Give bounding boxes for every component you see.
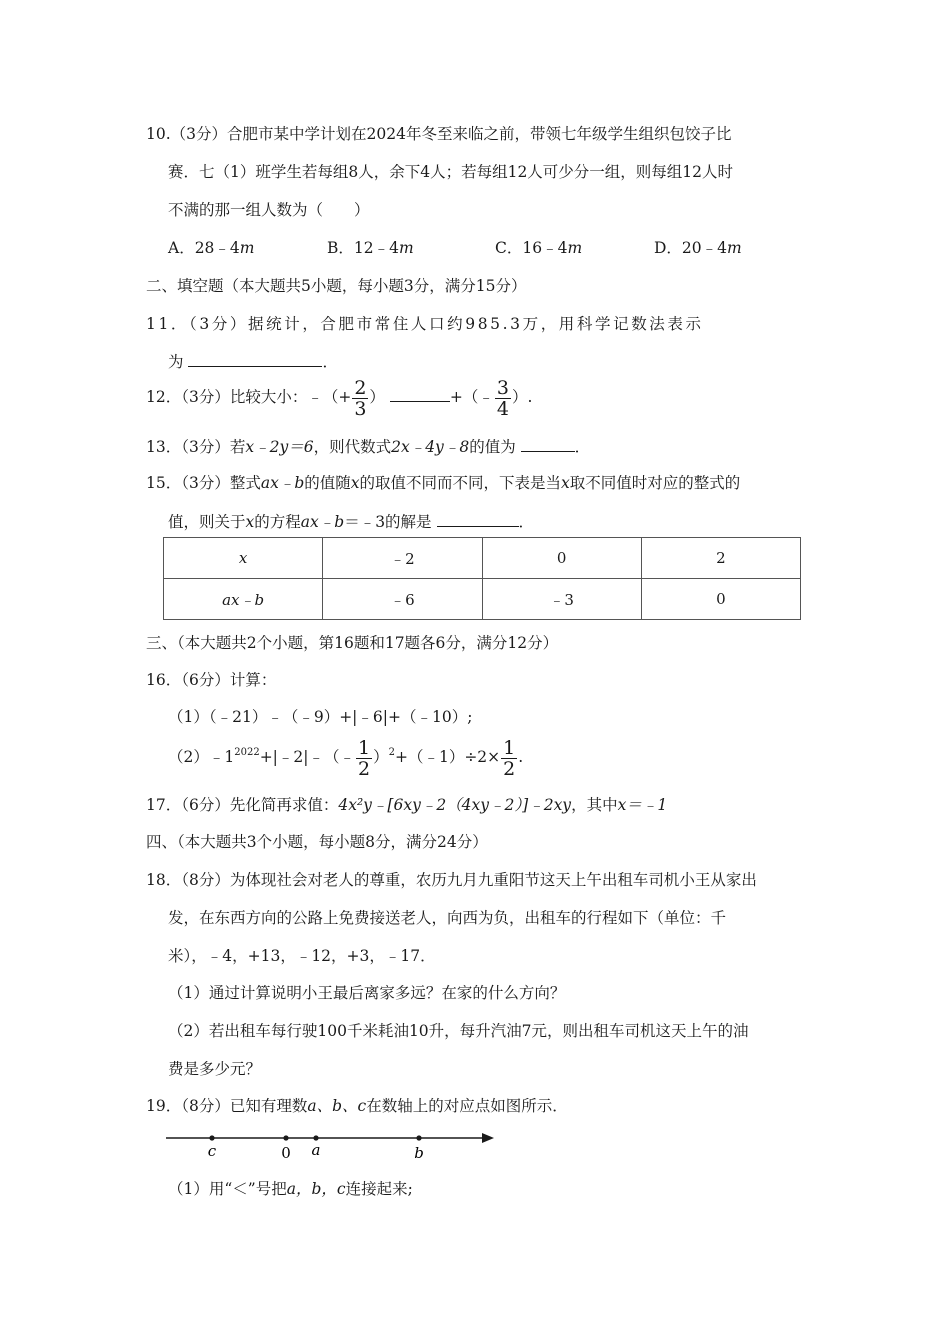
point-c (209, 1135, 214, 1140)
q10-line2: 赛．七（1）班学生若每组8人，余下4人；若每组12人可少分一组，则每组12人时 (168, 163, 734, 181)
q16-part-1: （1）（﹣21）﹣（﹣9）+|﹣6|+（﹣10）; (168, 708, 473, 726)
q10-line1: 10.（3分）合肥市某中学计划在2024年冬至来临之前，带领七年级学生组织包饺子比 (146, 125, 732, 143)
table-cell: ﹣6 (323, 579, 482, 620)
q16-heading: 16．（6分）计算： (146, 671, 277, 689)
table-cell: ax﹣b (164, 579, 323, 620)
table-cell: 0 (482, 538, 641, 579)
q11-line2: 为 ． (168, 353, 338, 371)
q10-choice-a: A．28﹣4m (168, 239, 255, 257)
label-zero: 0 (281, 1144, 291, 1162)
section-3-heading: 三、（本大题共2个小题，第16题和17题各6分，满分12分） (146, 634, 559, 652)
q12-answer-blank (390, 386, 450, 402)
q13: 13．（3分）若x﹣2y＝6，则代数式2x﹣4y﹣8的值为 ． (146, 438, 591, 456)
q19-heading: 19．（8分）已知有理数a、b、c在数轴上的对应点如图所示． (146, 1097, 568, 1115)
arrow-right-icon (482, 1133, 494, 1143)
q18-line3: 米），﹣4，+13，﹣12，+3，﹣17． (168, 947, 436, 965)
section-2-heading: 二、填空题（本大题共5小题，每小题3分，满分15分） (146, 277, 527, 295)
table-row (164, 579, 801, 620)
point-b (416, 1135, 421, 1140)
table-row (164, 538, 801, 579)
q12-fraction-2: $\frac{3}{4}$ (496, 376, 509, 420)
q12-fraction-1: $\frac{2}{3}$ (354, 376, 367, 420)
q18-part-2-line2: 费是多少元？ (168, 1060, 262, 1078)
q18-line1: 18．（8分）为体现社会对老人的尊重，农历九月九重阳节这天上午出租车司机小王从家出 (146, 871, 757, 889)
q10-choice-b: B．12﹣4m (327, 239, 414, 257)
label-b: b (414, 1144, 424, 1162)
q16-part-2: $(2)﹣1^{2022}+|﹣2|﹣(﹣$ $\frac{1}{2}$ ）$^2$+（﹣1）÷2× $\frac{1}{2}$ . (168, 736, 524, 780)
q19-part-1: （1）用“＜”号把a，b，c连接起来; (168, 1180, 413, 1198)
q15-line1: 15．（3分）整式ax﹣b的值随x的取值不同而不同，下表是当x取不同值时对应的整式的 (146, 474, 741, 492)
q13-answer-blank (521, 436, 575, 452)
table-cell: 2 (641, 538, 800, 579)
point-origin (283, 1135, 288, 1140)
q15-line2: 值，则关于x的方程ax﹣b＝﹣3的解是 ． (168, 513, 535, 531)
q18-line2: 发，在东西方向的公路上免费接送老人，向西为负，出租车的行程如下（单位：千 (168, 909, 727, 927)
point-a (313, 1135, 318, 1140)
q10-choice-d: D．20﹣4m (654, 239, 742, 257)
label-c: c (207, 1142, 217, 1160)
q15-answer-blank (437, 511, 519, 527)
table-cell: ﹣2 (323, 538, 482, 579)
q17: 17．（6分）先化简再求值：4x²y﹣[6xy﹣2（4xy﹣2）]﹣2xy，其中x＝﹣1 (146, 796, 668, 814)
q12: 12．（3分）比较大小：﹣（+ $\frac{2}{3}$ ） +（﹣ $\frac{3}{4}$ ）. (146, 376, 533, 420)
q16-fraction-1: $\frac{1}{2}$ (357, 736, 371, 780)
table-cell: x (164, 538, 323, 579)
q15-value-table (163, 537, 801, 620)
q11-line1: 11．（3分）据统计，合肥市常住人口约985.3万，用科学记数法表示 (146, 315, 704, 333)
table-cell: ﹣3 (482, 579, 641, 620)
section-4-heading: 四、（本大题共3个小题，每小题8分，满分24分） (146, 833, 488, 851)
q10-line3: 不满的那一组人数为（ ） (168, 201, 370, 219)
number-line-figure (160, 1122, 500, 1166)
label-a: a (311, 1141, 321, 1159)
q11-answer-blank (188, 351, 322, 367)
table-cell: 0 (641, 579, 800, 620)
q18-part-1: （1）通过计算说明小王最后离家多远？在家的什么方向？ (168, 984, 566, 1002)
q10-choice-c: C．16﹣4m (495, 239, 583, 257)
q18-part-2-line1: （2）若出租车每行驶100千米耗油10升，每升汽油7元，则出租车司机这天上午的油 (168, 1022, 749, 1040)
q16-fraction-2: $\frac{1}{2}$ (503, 736, 516, 780)
